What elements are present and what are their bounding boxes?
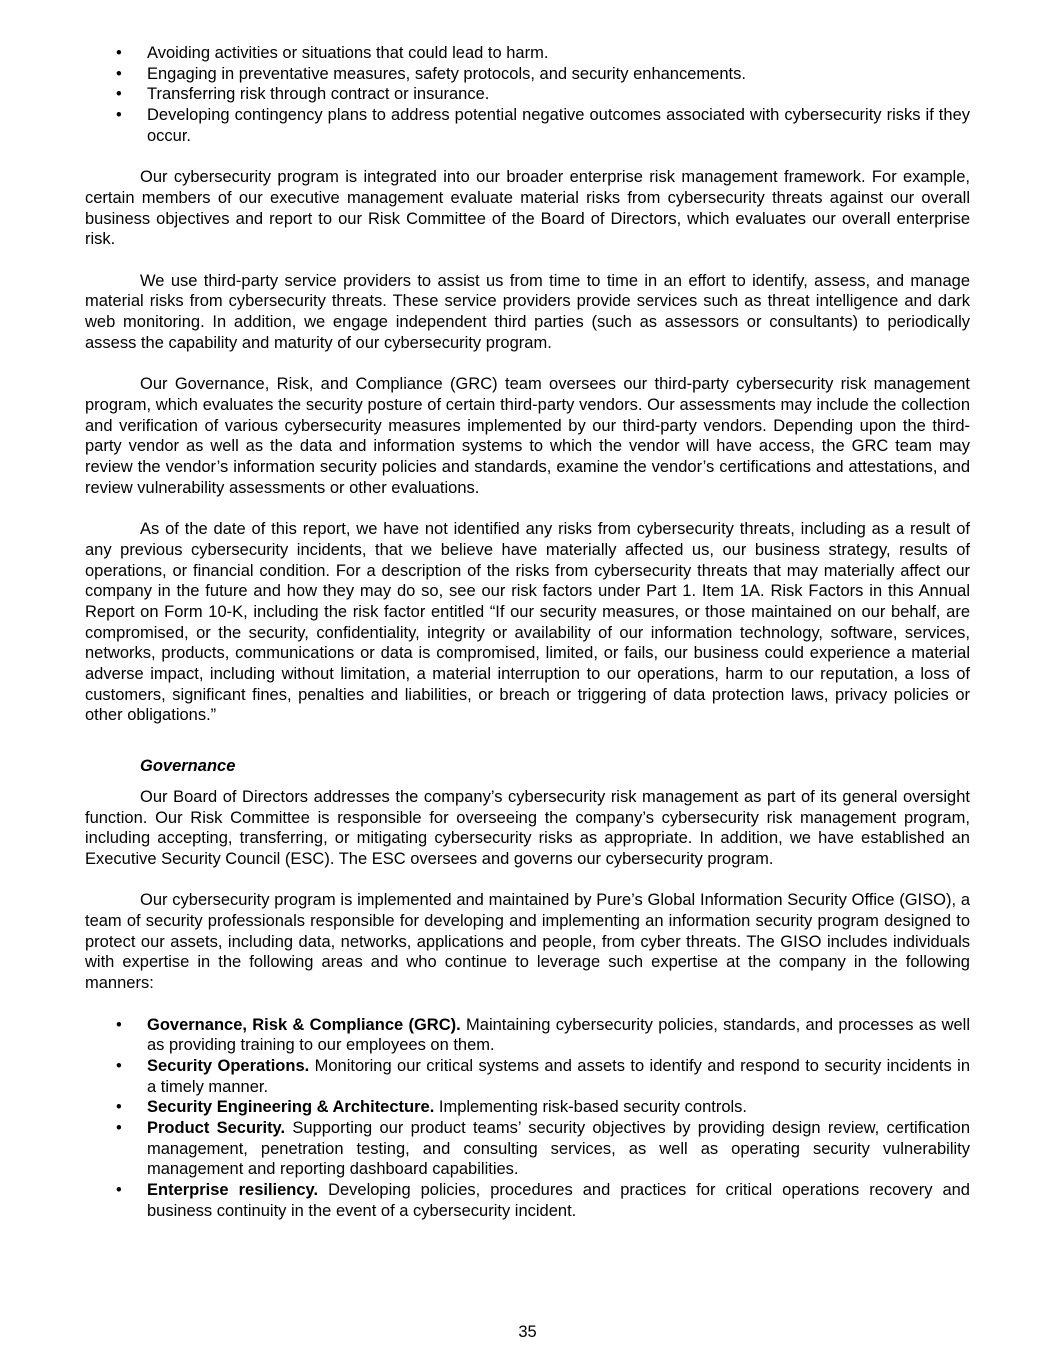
bullet-marker: • (116, 1056, 122, 1075)
list-item (85, 64, 970, 85)
list-item (85, 1180, 970, 1221)
list-item (85, 1056, 970, 1097)
section-heading-governance: Governance (140, 757, 236, 776)
giso-areas-list (85, 1015, 970, 1222)
list-item-lead: Security Operations. (147, 1056, 310, 1075)
bullet-marker: • (116, 44, 122, 62)
list-item-text: Implementing risk-based security controls. (434, 1098, 747, 1117)
list-item (85, 105, 970, 146)
list-item-text: Maintaining cybersecurity policies, standards, and processes as well as providing training to our employees on them. (147, 1015, 970, 1055)
paragraph-no-material-risks: As of the date of this report, we have not identified any risks from cybersecurity threats, including as a result of any previous cybersecurity incidents, that we believe have materially affected us, our business strategy, results of operations, or financial condition. For a description of the risks from cybersecurity threats that may materially affect our company in the future and how they may do so, see our risk factors under Part 1. Item 1A. Risk Factors in this Annual Report on Form 10-K, including the risk factor entitled “If our security measures, or those maintained on our behalf, are compromised, or the security, confidentiality, integrity or availability of our information technology, software, services, networks, products, communications or data is compromised, limited, or fails, our business could experience a material adverse impact, including without limitation, a material interruption to our operations, harm to our reputation, a loss of customers, significant fines, penalties and liabilities, or breach or triggering of data protection laws, privacy policies or other obligations.” (85, 520, 970, 725)
list-item (85, 84, 970, 105)
document-page (85, 43, 970, 1222)
list-item-text: Monitoring our critical systems and assets to identify and respond to security incidents in a timely manner. (147, 1056, 970, 1096)
paragraph-erm-integration: Our cybersecurity program is integrated into our broader enterprise risk management framework. For example, certain members of our executive management evaluate material risks from cybersecurity threats against our overall business objectives and report to our Risk Committee of the Board of Directors, which evaluates our overall enterprise risk. (85, 168, 970, 249)
bullet-marker: • (116, 1181, 122, 1200)
list-item-lead: Security Engineering & Architecture. (147, 1098, 435, 1117)
paragraph-board-oversight: Our Board of Directors addresses the company’s cybersecurity risk management as part of its general oversight function. Our Risk Committee is responsible for overseeing the company’s cybersecurity risk management program, including accepting, transferring, or mitigating cybersecurity risks as appropriate. In addition, we have established an Executive Security Council (ESC). The ESC oversees and governs our cybersecurity program. (85, 787, 970, 868)
list-item-text: Developing policies, procedures and practices for critical operations recovery and business continuity in the event of a cybersecurity incident. (147, 1181, 970, 1220)
bullet-marker: • (116, 1119, 122, 1138)
paragraph-third-party-providers: We use third-party service providers to assist us from time to time in an effort to identify, assess, and manage material risks from cybersecurity threats. These service providers provide services such as threat intelligence and dark web monitoring. In addition, we engage independent third parties (such as assessors or consultants) to periodically assess the capability and maturity of our cybersecurity program. (85, 271, 970, 352)
list-item (85, 43, 970, 64)
list-item-text: Developing contingency plans to address potential negative outcomes associated with cybersecurity risks if they occur. (147, 106, 970, 145)
bullet-marker: • (116, 1098, 122, 1117)
page-number: 35 (518, 1323, 537, 1341)
bullet-marker: • (116, 85, 122, 104)
bullet-marker: • (116, 106, 122, 125)
list-item (85, 1118, 970, 1180)
paragraph-grc-team: Our Governance, Risk, and Compliance (GRC) team oversees our third-party cybersecurity risk management program, which evaluates the security posture of certain third-party vendors. Our assessments may include the collection and verification of various cybersecurity measures implemented by our third-party vendors. Depending upon the third-party vendor as well as the data and information systems to which the vendor will have access, the GRC team may review the vendor’s information security policies and standards, examine the vendor’s certifications and attestations, and review vulnerability assessments or other evaluations. (85, 375, 970, 497)
bullet-marker: • (116, 64, 122, 83)
list-item-text: Engaging in preventative measures, safety protocols, and security enhancements. (147, 64, 746, 83)
list-item (85, 1015, 970, 1056)
list-item-text: Transferring risk through contract or insurance. (147, 85, 490, 104)
paragraph-giso: Our cybersecurity program is implemented and maintained by Pure’s Global Information Security Office (GISO), a team of security professionals responsible for developing and implementing an information security program designed to protect our assets, including data, networks, applications and people, from cyber threats. The GISO includes individuals with expertise in the following areas and who continue to leverage such expertise at the company in the following manners: (85, 891, 970, 993)
list-item-lead: Product Security. (147, 1119, 286, 1138)
bullet-marker: • (116, 1015, 122, 1034)
risk-treatment-list (85, 43, 970, 147)
list-item-text: Avoiding activities or situations that could lead to harm. (147, 44, 549, 62)
list-item-lead: Governance, Risk & Compliance (GRC). (147, 1015, 461, 1034)
list-item-lead: Enterprise resiliency. (147, 1181, 319, 1200)
list-item (85, 1097, 970, 1118)
list-item-text: Supporting our product teams’ security objectives by providing design review, certification management, penetration testing, and consulting services, as well as operating security vulnerability management and reporting dashboard capabilities. (147, 1119, 970, 1179)
